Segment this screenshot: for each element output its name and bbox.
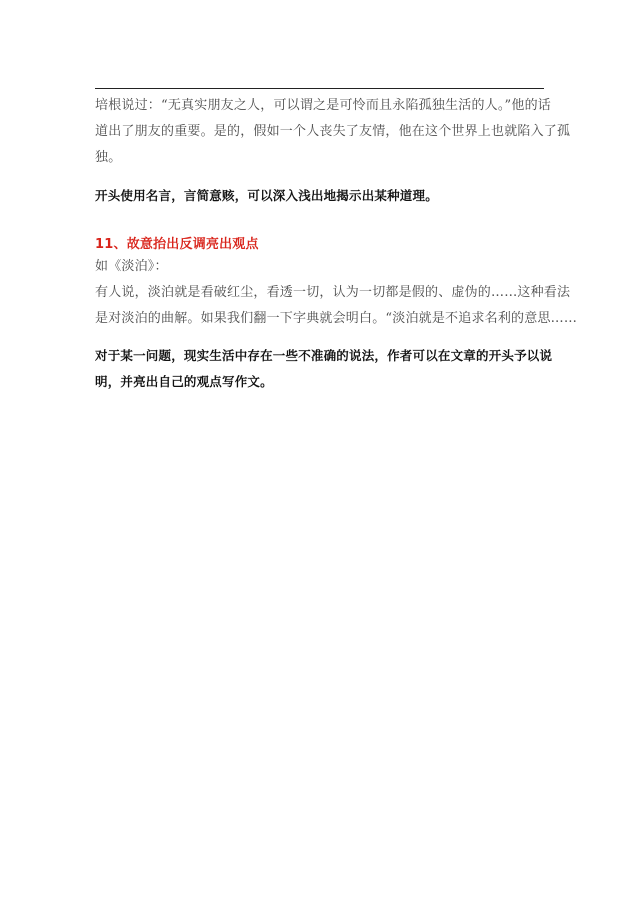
example-title: 如《淡泊》： [95,259,168,274]
example-paragraph [95,254,578,332]
summary-line: 开头使用名言，言简意赅，可以深入浅出地揭示出某种道理。 [95,188,438,203]
paragraph-line: 有人说，淡泊就是看破红尘，看透一切，认为一切都是假的、虚伪的……这种看法 [95,285,571,300]
summary-paragraph [95,183,550,209]
paragraph-line: 独。 [95,150,122,165]
header-rule [95,88,544,89]
summary-line: 明，并亮出自己的观点写作文。 [95,374,273,389]
summary-line: 对于某一问题，现实生活中存在一些不准确的说法，作者可以在文章的开头予以说 [95,348,553,363]
quote-paragraph [95,93,571,171]
paragraph-line: 道出了朋友的重要。是的，假如一个人丧失了友情，他在这个世界上也就陷入了孤 [95,124,571,139]
section-heading-text: 11、故意抬出反调亮出观点 [95,237,259,252]
paragraph-line: 是对淡泊的曲解。如果我们翻一下字典就会明白。“淡泊就是不追求名利的意思…… [95,311,578,326]
summary-paragraph [95,343,553,395]
paragraph-line: 培根说过：“无真实朋友之人，可以谓之是可怜而且永陷孤独生活的人。”他的话 [95,98,551,113]
